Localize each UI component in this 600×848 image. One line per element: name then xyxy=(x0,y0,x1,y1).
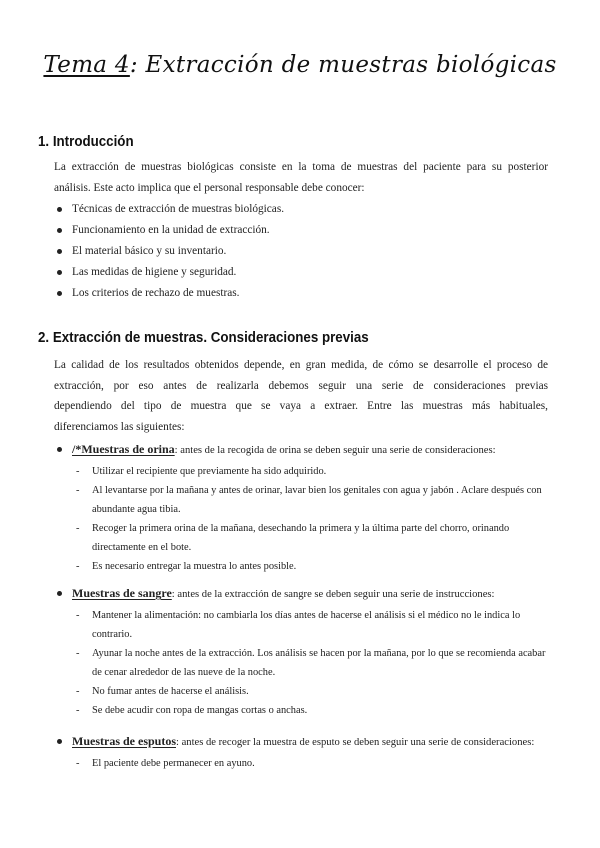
intro-bullet-list xyxy=(56,199,284,304)
esputos-block xyxy=(56,732,550,773)
list-item: Los criterios de rechazo de muestras. xyxy=(56,283,284,304)
sangre-block xyxy=(56,584,550,720)
list-item: Técnicas de extracción de muestras biológicas. xyxy=(56,199,284,220)
list-item: - Al levantarse por la mañana y antes de orinar, lavar bien los genitales con agua y jabón . Aclare después con abundante agua tibia. xyxy=(74,481,550,519)
list-item: - El paciente debe permanecer en ayuno. xyxy=(74,754,550,773)
sangre-list xyxy=(74,606,550,720)
paragraph-line: dependiendo del tipo de muestra que se vaya a extraer. Entre las muestras más habituales, xyxy=(54,400,548,412)
title-rest: : Extracción de muestras biológicas xyxy=(129,52,557,78)
orina-label: /*Muestras de orina xyxy=(72,442,175,456)
orina-text: : antes de la recogida de orina se deben seguir una serie de consideraciones: xyxy=(174,445,496,456)
list-item: - No fumar antes de hacerse el análisis. xyxy=(74,682,550,701)
esputos-lead xyxy=(56,732,550,752)
esputos-list xyxy=(74,754,550,773)
orina-lead xyxy=(56,440,550,460)
list-item: - Es necesario entregar la muestra lo antes posible. xyxy=(74,557,550,576)
section-heading-consideraciones: 2. Extracción de muestras. Consideraciones previas xyxy=(38,330,369,346)
consideraciones-paragraph xyxy=(54,355,548,437)
list-item: - Utilizar el recipiente que previamente ha sido adquirido. xyxy=(74,462,550,481)
paragraph-line: La calidad de los resultados obtenidos depende, en gran medida, de cómo se desarrolle el proceso de xyxy=(54,359,548,371)
esputos-text: : antes de recoger la muestra de esputo se deben seguir una serie de consideraciones: xyxy=(176,737,535,748)
page-title xyxy=(0,52,600,78)
sangre-text: : antes de la extracción de sangre se deben seguir una serie de instrucciones: xyxy=(171,589,495,600)
title-topic: Tema 4 xyxy=(43,52,130,78)
sangre-lead xyxy=(56,584,550,604)
list-item: - Ayunar la noche antes de la extracción. Los análisis se hacen por la mañana, por lo que se recomienda acabar de cenar alrededor de las nueve de la noche. xyxy=(74,644,550,682)
paragraph-line: La extracción de muestras biológicas consiste en la toma de muestras del paciente para su posterior xyxy=(54,161,548,173)
list-item: - Mantener la alimentación: no cambiarla los días antes de hacerse el análisis si el médico no le indica lo contrario. xyxy=(74,606,550,644)
list-item: El material básico y su inventario. xyxy=(56,241,284,262)
list-item: Funcionamiento en la unidad de extracción. xyxy=(56,220,284,241)
esputos-label: Muestras de esputos xyxy=(72,734,176,748)
section-heading-introduccion: 1. Introducción xyxy=(38,134,134,150)
list-item: Las medidas de higiene y seguridad. xyxy=(56,262,284,283)
paragraph-line: análisis. Este acto implica que el personal responsable debe conocer: xyxy=(54,181,365,194)
list-item: - Se debe acudir con ropa de mangas cortas o anchas. xyxy=(74,701,550,720)
orina-list xyxy=(74,462,550,576)
list-item: - Recoger la primera orina de la mañana, desechando la primera y la última parte del chorro, orinando directamente en el bote. xyxy=(74,519,550,557)
paragraph-line: extracción, por eso antes de realizarla debemos seguir una serie de consideraciones previas xyxy=(54,379,548,392)
paragraph-line: diferenciamos las siguientes: xyxy=(54,420,185,433)
orina-block xyxy=(56,440,550,576)
sangre-label: Muestras de sangre xyxy=(72,586,172,600)
intro-paragraph xyxy=(54,157,548,198)
